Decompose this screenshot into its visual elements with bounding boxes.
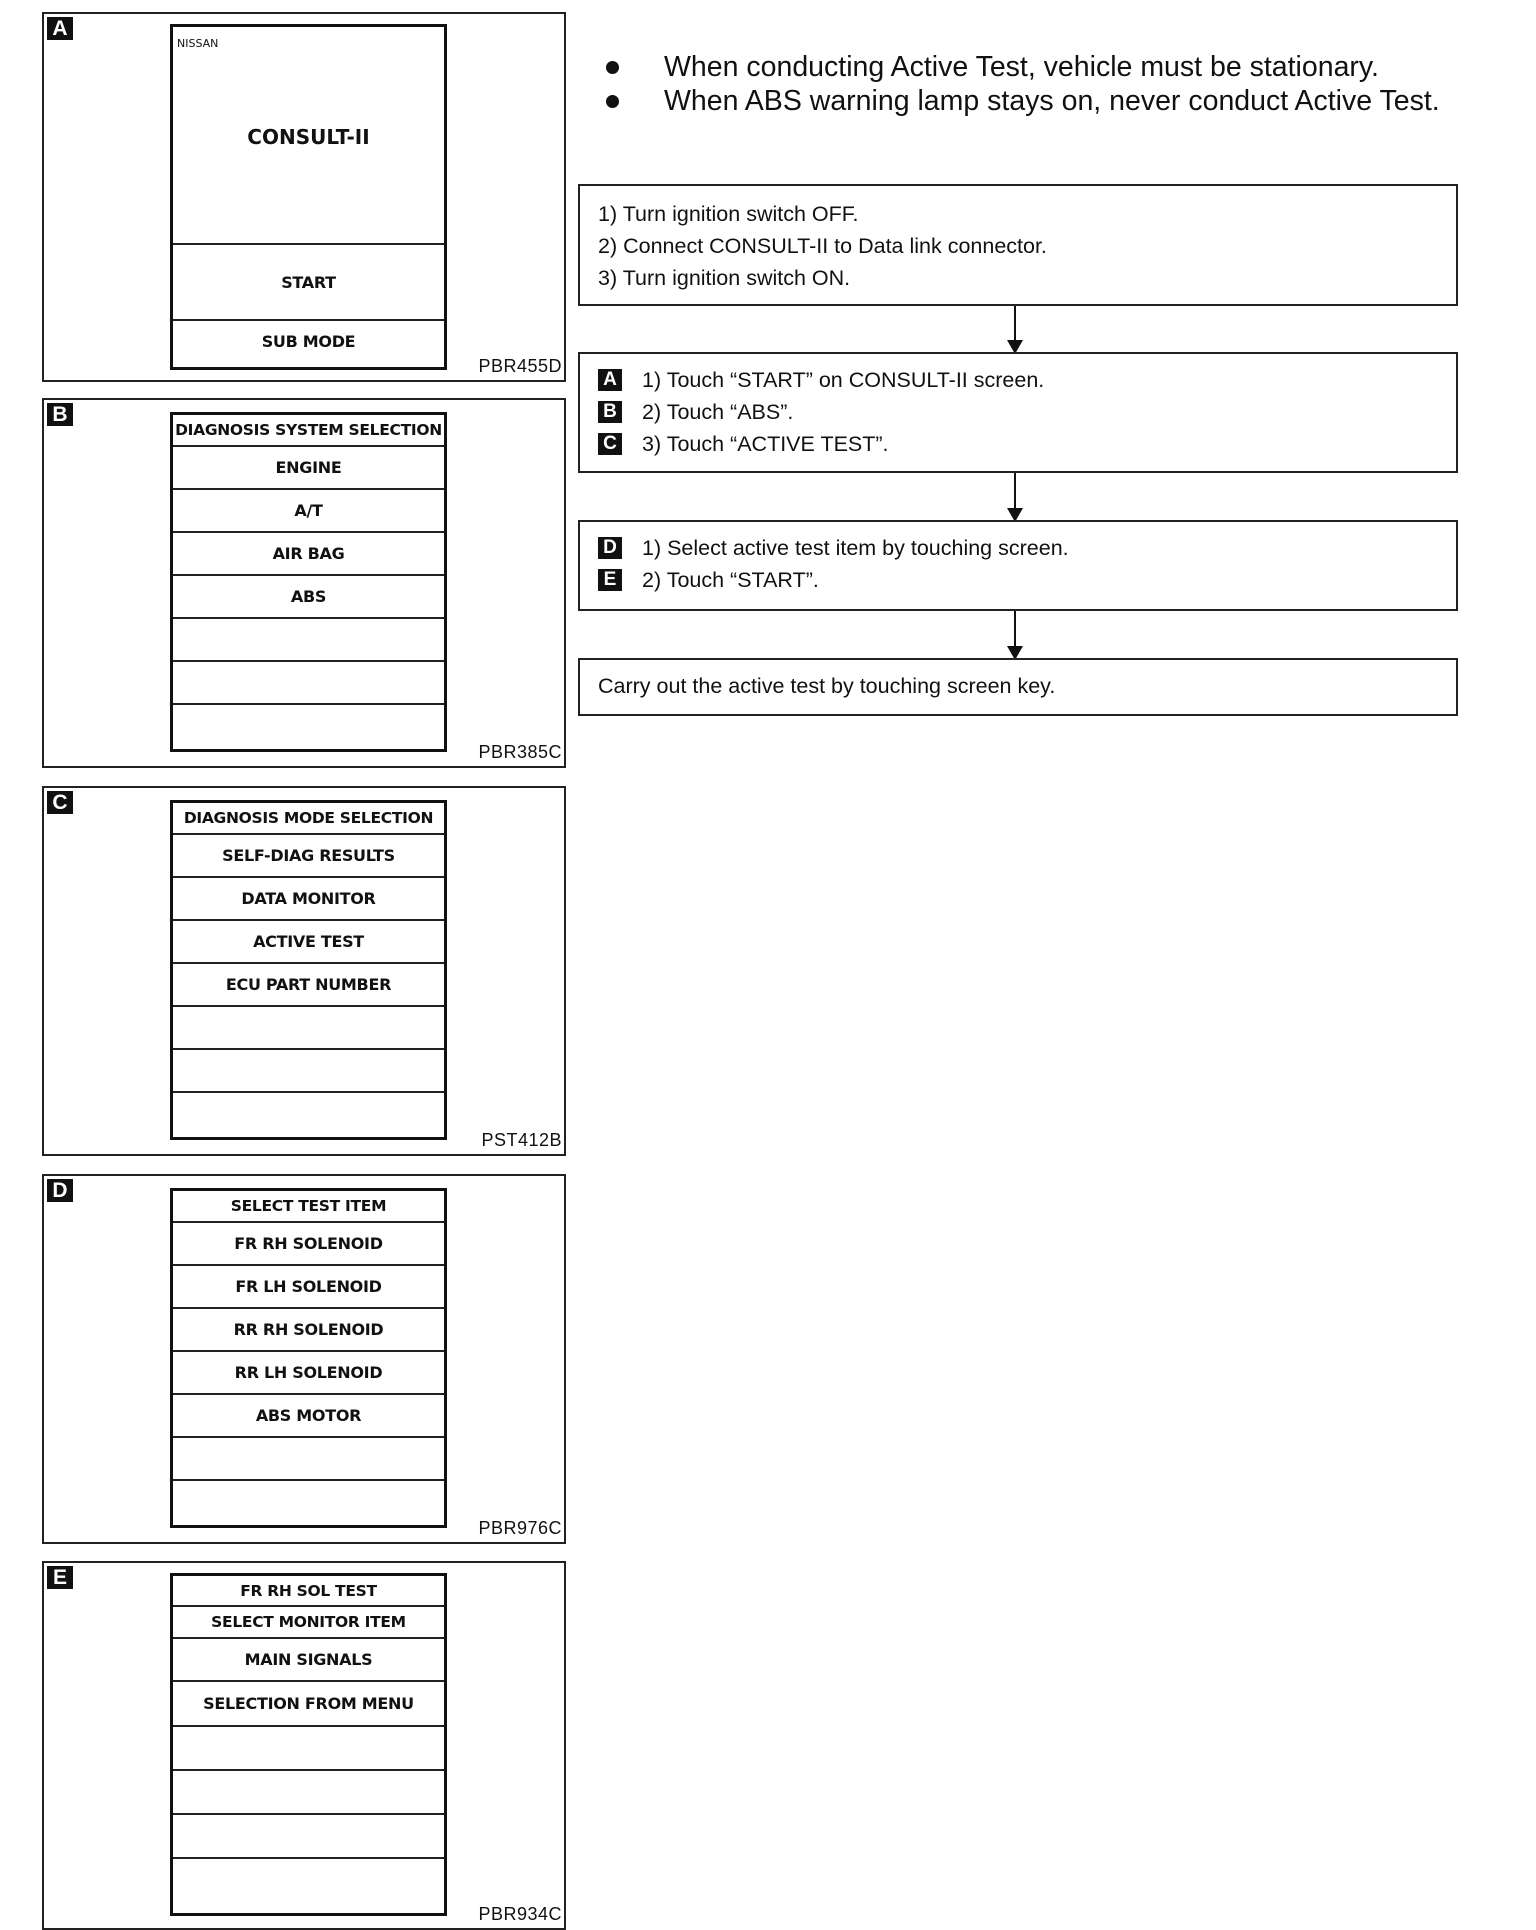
panel-d-letter: D <box>47 1179 73 1202</box>
flow-step-2 <box>578 352 1458 473</box>
mode-active-test-button[interactable]: ACTIVE TEST <box>173 921 444 964</box>
sub-mode-button[interactable]: SUB MODE <box>261 331 356 351</box>
consult-splash <box>173 27 444 245</box>
test-rr-lh-solenoid-button[interactable]: RR LH SOLENOID <box>173 1352 444 1395</box>
flow-step-line <box>580 532 1456 564</box>
panel-a-code: PBR455D <box>478 356 562 376</box>
fr-rh-sol-test-screen <box>170 1573 447 1916</box>
flow-step-text: 2) Touch “ABS”. <box>642 400 794 424</box>
mode-data-monitor-button[interactable]: DATA MONITOR <box>173 878 444 921</box>
step-tag-icon: B <box>598 401 622 423</box>
screen-header: FR RH SOL TEST <box>173 1576 444 1607</box>
test-abs-motor-button[interactable]: ABS MOTOR <box>173 1395 444 1438</box>
flow-step-line: 2) Connect CONSULT-II to Data link connector. <box>598 234 1047 258</box>
panel-b-letter: B <box>47 403 73 426</box>
flow-step-line <box>580 564 1456 596</box>
flow-step-line <box>580 364 1456 396</box>
mode-self-diag-button[interactable]: SELF-DIAG RESULTS <box>173 835 444 878</box>
test-fr-rh-solenoid-button[interactable]: FR RH SOLENOID <box>173 1223 444 1266</box>
flow-step-text: 1) Select active test item by touching screen. <box>642 536 1069 560</box>
select-test-item-screen <box>170 1188 447 1528</box>
mode-ecu-part-number-button[interactable]: ECU PART NUMBER <box>173 964 444 1007</box>
consult-start-screen <box>170 24 447 370</box>
panel-c-code: PST412B <box>481 1130 562 1150</box>
bullet-icon <box>606 61 619 74</box>
empty-row <box>173 1771 444 1815</box>
caution-notes <box>600 50 1470 118</box>
brand-label: NISSAN <box>177 37 219 50</box>
empty-row <box>173 1727 444 1771</box>
panel-a-letter: A <box>47 17 73 40</box>
empty-row <box>173 1050 444 1093</box>
empty-row <box>173 662 444 705</box>
panel-c-letter: C <box>47 791 73 814</box>
screen-subheader: SELECT MONITOR ITEM <box>173 1607 444 1639</box>
empty-row <box>173 1438 444 1481</box>
caution-note <box>600 50 1470 84</box>
panel-e <box>42 1561 566 1930</box>
diagnosis-system-screen <box>170 412 447 752</box>
empty-row <box>173 1093 444 1137</box>
panel-e-code: PBR934C <box>478 1904 562 1924</box>
empty-row <box>173 1007 444 1050</box>
panel-c <box>42 786 566 1156</box>
test-fr-lh-solenoid-button[interactable]: FR LH SOLENOID <box>173 1266 444 1309</box>
system-at-button[interactable]: A/T <box>173 490 444 533</box>
flow-step-4 <box>578 658 1458 716</box>
empty-row <box>173 1815 444 1859</box>
screen-header: DIAGNOSIS MODE SELECTION <box>173 803 444 835</box>
empty-row <box>173 1859 444 1913</box>
empty-row <box>173 705 444 749</box>
system-engine-button[interactable]: ENGINE <box>173 447 444 490</box>
flow-step-3 <box>578 520 1458 611</box>
screen-header: SELECT TEST ITEM <box>173 1191 444 1223</box>
step-tag-icon: C <box>598 433 622 455</box>
bullet-icon <box>606 95 619 108</box>
flow-step-line <box>580 396 1456 428</box>
flow-arrow-icon <box>1014 306 1016 352</box>
system-air-bag-button[interactable]: AIR BAG <box>173 533 444 576</box>
panel-e-letter: E <box>47 1566 73 1589</box>
flow-arrow-icon <box>1014 611 1016 658</box>
step-tag-icon: D <box>598 537 622 559</box>
screen-header: DIAGNOSIS SYSTEM SELECTION <box>173 415 444 447</box>
panel-a <box>42 12 566 382</box>
flow-step-line <box>580 428 1456 460</box>
panel-d <box>42 1174 566 1544</box>
empty-row <box>173 1481 444 1525</box>
flow-step-line: 3) Turn ignition switch ON. <box>598 266 851 290</box>
flow-step-1 <box>578 184 1458 306</box>
panel-d-code: PBR976C <box>478 1518 562 1538</box>
flow-step-line: Carry out the active test by touching screen key. <box>598 674 1056 698</box>
caution-note-text: When ABS warning lamp stays on, never conduct Active Test. <box>664 85 1440 117</box>
flow-arrow-icon <box>1014 473 1016 520</box>
test-rr-rh-solenoid-button[interactable]: RR RH SOLENOID <box>173 1309 444 1352</box>
start-button[interactable]: START <box>173 245 444 321</box>
diagnosis-mode-screen <box>170 800 447 1140</box>
flow-step-line: 1) Turn ignition switch OFF. <box>598 202 859 226</box>
flow-step-text: 2) Touch “START”. <box>642 568 819 592</box>
step-tag-icon: A <box>598 369 622 391</box>
panel-b-code: PBR385C <box>478 742 562 762</box>
empty-row <box>173 619 444 662</box>
consult-title: CONSULT-II <box>247 125 370 149</box>
main-signals-button[interactable]: MAIN SIGNALS <box>173 1639 444 1682</box>
flow-step-text: 3) Touch “ACTIVE TEST”. <box>642 432 889 456</box>
system-abs-button[interactable]: ABS <box>173 576 444 619</box>
caution-note-text: When conducting Active Test, vehicle must be stationary. <box>664 51 1379 83</box>
flow-step-text: 1) Touch “START” on CONSULT-II screen. <box>642 368 1045 392</box>
step-tag-icon: E <box>598 569 622 591</box>
selection-from-menu-button[interactable]: SELECTION FROM MENU <box>173 1682 444 1727</box>
caution-note <box>600 84 1470 118</box>
panel-b <box>42 398 566 768</box>
